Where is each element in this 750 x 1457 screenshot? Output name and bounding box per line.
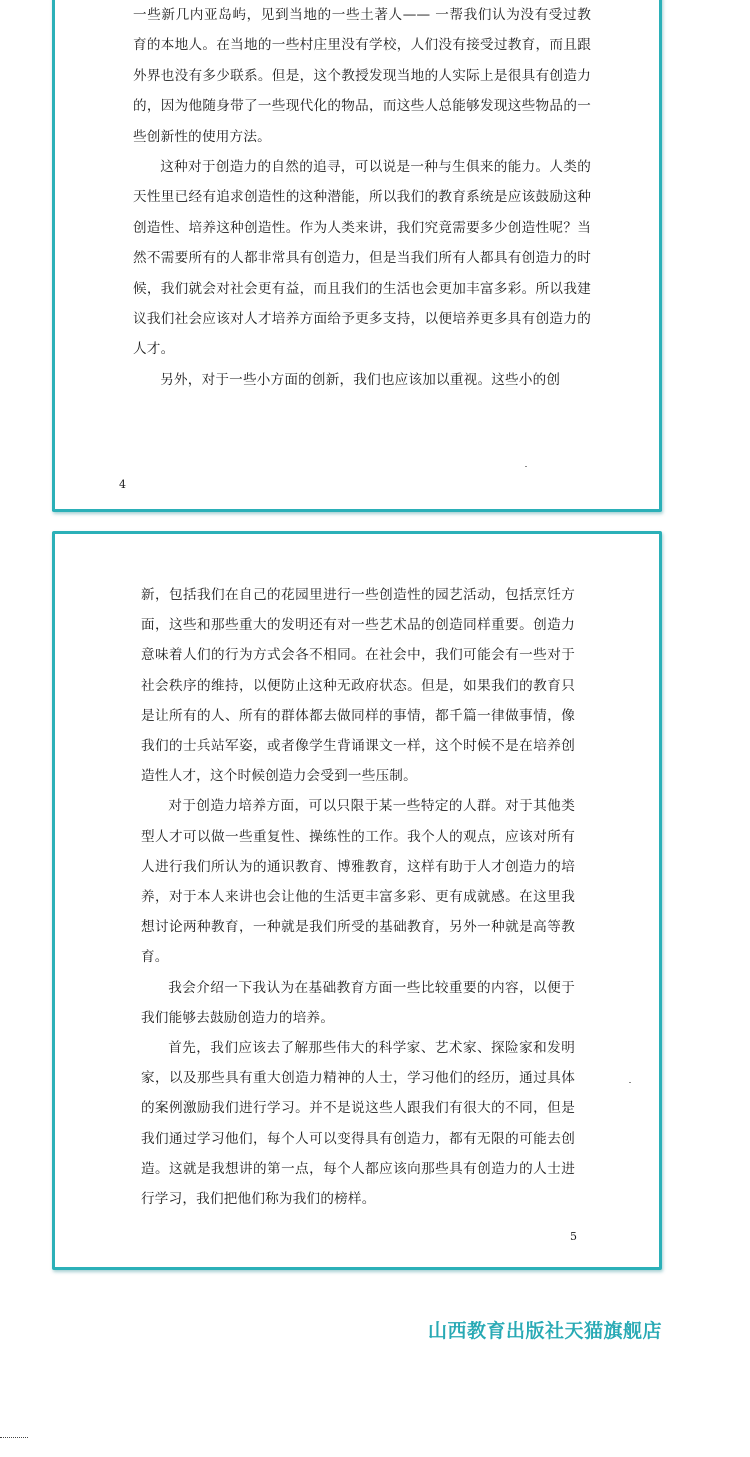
page-number: 5	[570, 1230, 577, 1243]
page-number: 4	[119, 478, 126, 491]
paragraph: 新，包括我们在自己的花园里进行一些创造性的园艺活动，包括烹饪方面，这些和那些重大的发明还有对一些艺术品的创造同样重要。创造力意味着人们的行为方式会各不相同。在社会中，我们可能会有一些对于社会秩序的维持，以便防止这种无政府状态。但是，如果我们的教育只是让所有的人、所有的群体都去做同样的事情，都千篇一律做事情，像我们的士兵站军姿，或者像学生背诵课文一样，这个时候不是在培养创造性人才，这个时候创造力会受到一些压制。	[141, 587, 575, 785]
paragraph: 首先，我们应该去了解那些伟大的科学家、艺术家、探险家和发明家，以及那些具有重大创造力精神的人士，学习他们的经历，通过具体的案例激励我们进行学习。并不是说这些人跟我们有很大的不同，但是我们通过学习他们，每个人可以变得具有创造力，都有无限的可能去创造。这就是我想讲的第一点，每个人都应该向那些具有创造力的人士进行学习，我们把他们称为我们的榜样。	[141, 1040, 575, 1208]
book-page-4	[52, 0, 662, 512]
page-5-text	[141, 580, 575, 1214]
page-4-text	[133, 0, 591, 395]
scan-speck	[629, 1082, 631, 1083]
paragraph: 这种对于创造力的自然的追寻，可以说是一种与生俱来的能力。人类的天性里已经有追求创造性的这种潜能，所以我们的教育系统是应该鼓励这种创造性、培养这种创造性。作为人类来讲，我们究竟需要多少创造性呢？当然不需要所有的人都非常具有创造力，但是当我们所有人都具有创造力的时候，我们就会对社会更有益，而且我们的生活也会更加丰富多彩。所以我建议我们社会应该对人才培养方面给予更多支持，以便培养更多具有创造力的人才。	[133, 159, 591, 358]
scan-speck	[525, 466, 527, 467]
dotted-divider	[0, 1437, 28, 1438]
paragraph: 另外，对于一些小方面的创新，我们也应该加以重视。这些小的创	[160, 371, 561, 388]
paragraph: 对于创造力培养方面，可以只限于某一些特定的人群。对于其他类型人才可以做一些重复性、操练性的工作。我个人的观点，应该对所有人进行我们所认为的通识教育、博雅教育，这样有助于人才创造力的培养，对于本人来讲也会让他的生活更丰富多彩、更有成就感。在这里我想讨论两种教育，一种就是我们所受的基础教育，另外一种就是高等教育。	[141, 798, 575, 966]
store-name: 山西教育出版社天猫旗舰店	[427, 1320, 662, 1342]
book-page-5	[52, 531, 662, 1270]
paragraph: 一些新几内亚岛屿，见到当地的一些土著人—— 一帮我们认为没有受过教育的本地人。在当地的一些村庄里没有学校，人们没有接受过教育，而且跟外界也没有多少联系。但是，这个教授发现当地的人实际上是很具有创造力的，因为他随身带了一些现代化的物品，而这些人总能够发现这些物品的一些创新性的使用方法。	[133, 7, 591, 145]
paragraph: 我会介绍一下我认为在基础教育方面一些比较重要的内容，以便于我们能够去鼓励创造力的培养。	[141, 979, 575, 1026]
